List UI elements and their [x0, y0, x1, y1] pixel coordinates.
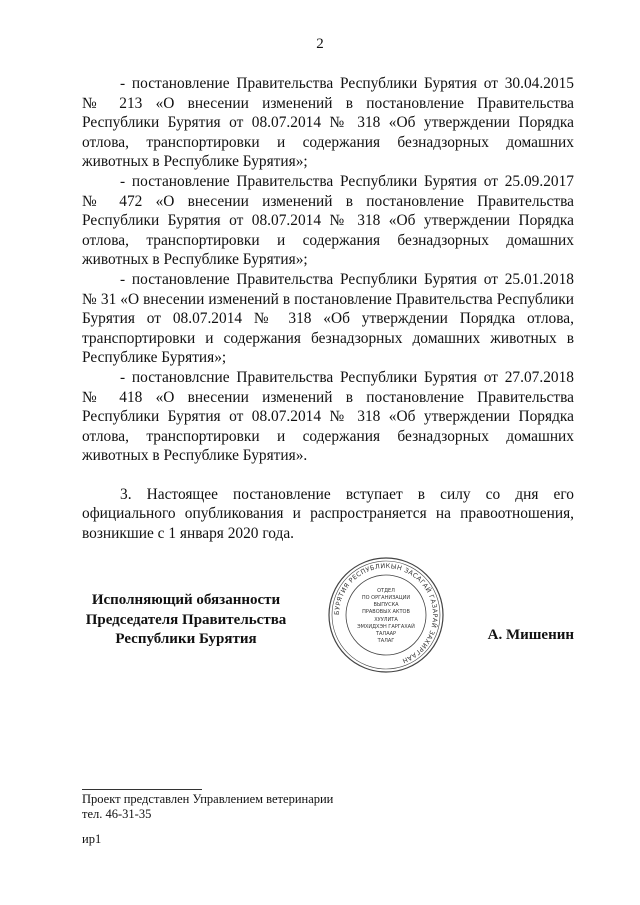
official-seal [327, 556, 445, 674]
seal-text: ХУУЛИТА [374, 617, 398, 623]
seal-ring-text: БУРЯТИЯ РЕСПУБЛИКЫН ЗАСАГАЙ ГАЗАРАЙ ЗАХИРГААН [332, 561, 440, 665]
seal-text: ТАЛАГ [377, 638, 395, 644]
seal-text: ОТДЕЛ [377, 588, 395, 594]
seal-text: ЭМХИДХЭН ГАРГАХАЙ [357, 624, 415, 630]
signatory-position [82, 591, 290, 650]
signatory-position-line: Республики Бурятия [115, 631, 257, 648]
footnote-divider [82, 789, 202, 790]
signatory-position-line: Исполняющий обязанности [91, 592, 281, 608]
document-body [82, 74, 574, 544]
list-item: - постановление Правительства Республики Бурятия от 25.09.2017 № 472 «О внесении изменений в постановление Правительства Республики Бурятия от 08.07.2014 № 318 «Об утверждении Порядка отлова, транспортировки и содержания безнадзорных домашних животных в Республике Бурятия»; [82, 172, 574, 269]
seal-text: ТАЛААР [375, 631, 397, 637]
typist-initials: ир1 [82, 832, 102, 846]
page-number: 2 [316, 36, 324, 52]
footnote-line: тел. 46-31-35 [82, 807, 152, 821]
list-item: - постановление Правительства Республики Бурятия от 30.04.2015 № 213 «О внесении изменений в постановление Правительства Республики Бурятия от 08.07.2014 № 318 «Об утверждении Порядка отлова, транспортировки и содержания безнадзорных домашних животных в Республике Бурятия»; [82, 75, 574, 171]
list-item: - постановлсние Правительства Республики Бурятия от 27.07.2018 № 418 «О внесении изменений в постановление Правительства Республики Бурятия от 08.07.2014 № 318 «Об утверждении Порядка отлова, транспортировки и содержания безнадзорных домашних животных в Республике Бурятия». [82, 368, 574, 465]
list-item: - постановление Правительства Республики Бурятия от 25.01.2018 № 31 «О внесении изменений в постановление Правительства Республики Бурятия от 08.07.2014 № 318 «Об утверждении Порядка отлова, транспортировки и содержания безнадзорных домашних животных в Республике Бурятия»; [82, 270, 574, 367]
seal-text: ПРАВОВЫХ АКТОВ [362, 609, 410, 615]
signatory-position-line: Председателя Правительства [85, 611, 287, 628]
footnote [82, 792, 333, 822]
seal-text: ПО ОРГАНИЗАЦИИ [361, 595, 411, 601]
footnote-line: Проект представлен Управлением ветеринарии [82, 792, 334, 806]
signatory-name: А. Мишенин [487, 627, 574, 643]
effective-date-paragraph: 3. Настоящее постановление вступает в силу со дня его официального опубликования и распространяется на правоотношения, возникшие с 1 января 2020 года. [82, 485, 574, 543]
seal-text: ВЫПУСКА [373, 602, 399, 608]
